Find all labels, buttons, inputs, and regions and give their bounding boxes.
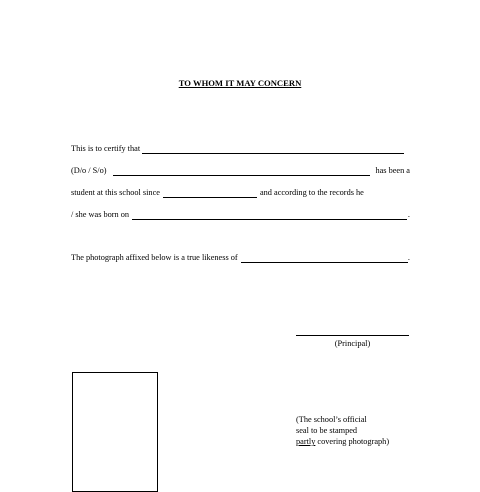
certify-prefix: This is to certify that [71,144,141,153]
photo-likeness-text: The photograph affixed below is a true likeness of [71,253,238,262]
parent-name-blank [113,166,371,176]
student-name-blank [142,144,404,154]
seal-note [296,414,436,447]
certify-line-3 [71,187,410,198]
photo-likeness-line [71,252,410,263]
birth-date-blank [132,210,407,220]
covering-text: covering photograph) [315,437,390,446]
has-been-text: has been a [375,166,410,175]
photograph-box [72,372,158,492]
since-date-blank [163,188,257,198]
born-on-text: / she was born on [71,210,130,219]
seal-note-line-2: seal to be stamped [296,426,358,435]
certify-line-2 [71,165,410,176]
certify-line-4 [71,209,410,220]
certify-line-1 [71,143,410,154]
relation-label: (D/o / S/o) [71,166,107,175]
partly-underlined: partly [296,437,316,446]
since-text: student at this school since [71,188,160,197]
signature-line [296,335,409,336]
seal-note-line-1: (The school’s official [296,415,367,424]
document-title: TO WHOM IT MAY CONCERN [178,78,302,88]
principal-label: (Principal) [334,339,371,348]
records-text: and according to the records he [259,188,364,197]
likeness-name-blank [241,253,408,263]
likeness-period: . [407,253,410,262]
period-text: . [407,210,410,219]
seal-note-line-3 [296,436,436,447]
